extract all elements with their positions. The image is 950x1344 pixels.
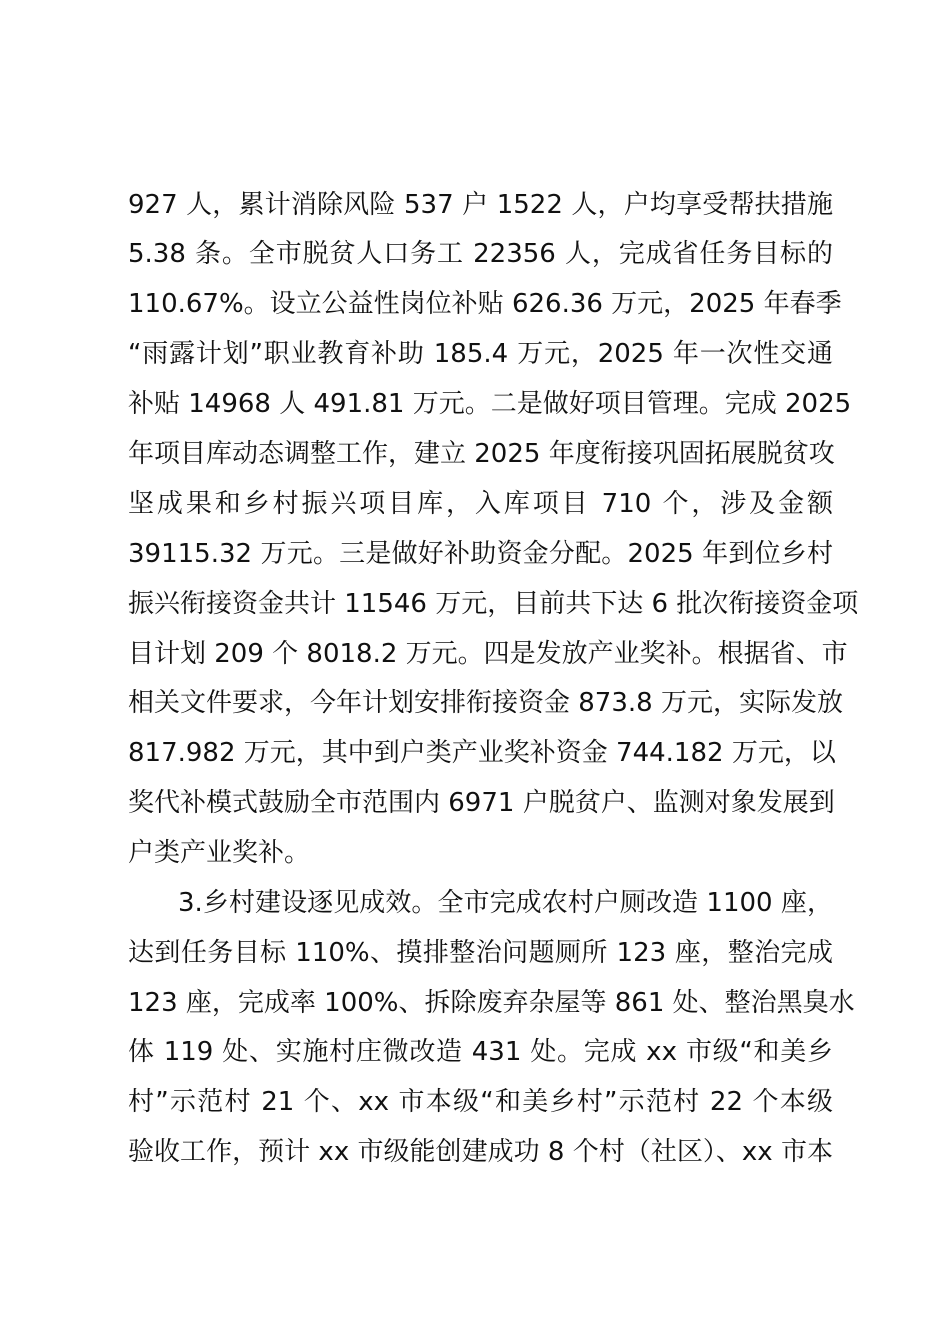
paragraph-line: 123 座，完成率 100%、拆除废弃杂屋等 861 处、整治黑臭水 bbox=[128, 988, 855, 1018]
paragraph-line: 补贴 14968 人 491.81 万元。二是做好项目管理。完成 2025 bbox=[128, 389, 852, 419]
paragraph-line: 奖代补模式鼓励全市范围内 6971 户脱贫户、监测对象发展到 bbox=[128, 788, 835, 818]
paragraph-line: 振兴衔接资金共计 11546 万元，目前共下达 6 批次衔接资金项 bbox=[128, 589, 859, 619]
paragraph-line: 5.38 条。全市脱贫人口务工 22356 人，完成省任务目标的 bbox=[128, 239, 833, 269]
paragraph-line: 目计划 209 个 8018.2 万元。四是发放产业奖补。根据省、市 bbox=[128, 639, 848, 669]
paragraph-line: 体 119 处、实施村庄微改造 431 处。完成 xx 市级“和美乡 bbox=[128, 1037, 833, 1067]
paragraph-line: 年项目库动态调整工作，建立 2025 年度衔接巩固拓展脱贫攻 bbox=[128, 439, 835, 469]
paragraph-line: 村”示范村 21 个、xx 市本级“和美乡村”示范村 22 个本级 bbox=[128, 1087, 833, 1117]
paragraph-line: “雨露计划”职业教育补助 185.4 万元，2025 年一次性交通 bbox=[128, 339, 833, 369]
section-heading-line: 3.乡村建设逐见成效。全市完成农村户厕改造 1100 座， bbox=[178, 888, 833, 918]
paragraph-line: 相关文件要求，今年计划安排衔接资金 873.8 万元，实际发放 bbox=[128, 688, 843, 718]
paragraph-line: 817.982 万元，其中到户类产业奖补资金 744.182 万元，以 bbox=[128, 738, 836, 768]
paragraph-line: 39115.32 万元。三是做好补助资金分配。2025 年到位乡村 bbox=[128, 539, 833, 569]
paragraph-line: 坚成果和乡村振兴项目库，入库项目 710 个，涉及金额 bbox=[128, 489, 833, 519]
paragraph-line: 达到任务目标 110%、摸排整治问题厕所 123 座，整治完成 bbox=[128, 938, 833, 968]
paragraph-line: 927 人，累计消除风险 537 户 1522 人，户均享受帮扶措施 bbox=[128, 190, 833, 220]
paragraph-line: 户类产业奖补。 bbox=[128, 838, 311, 868]
paragraph-line: 验收工作，预计 xx 市级能创建成功 8 个村（社区）、xx 市本 bbox=[128, 1137, 833, 1167]
paragraph-line: 110.67%。设立公益性岗位补贴 626.36 万元，2025 年春季 bbox=[128, 289, 842, 319]
